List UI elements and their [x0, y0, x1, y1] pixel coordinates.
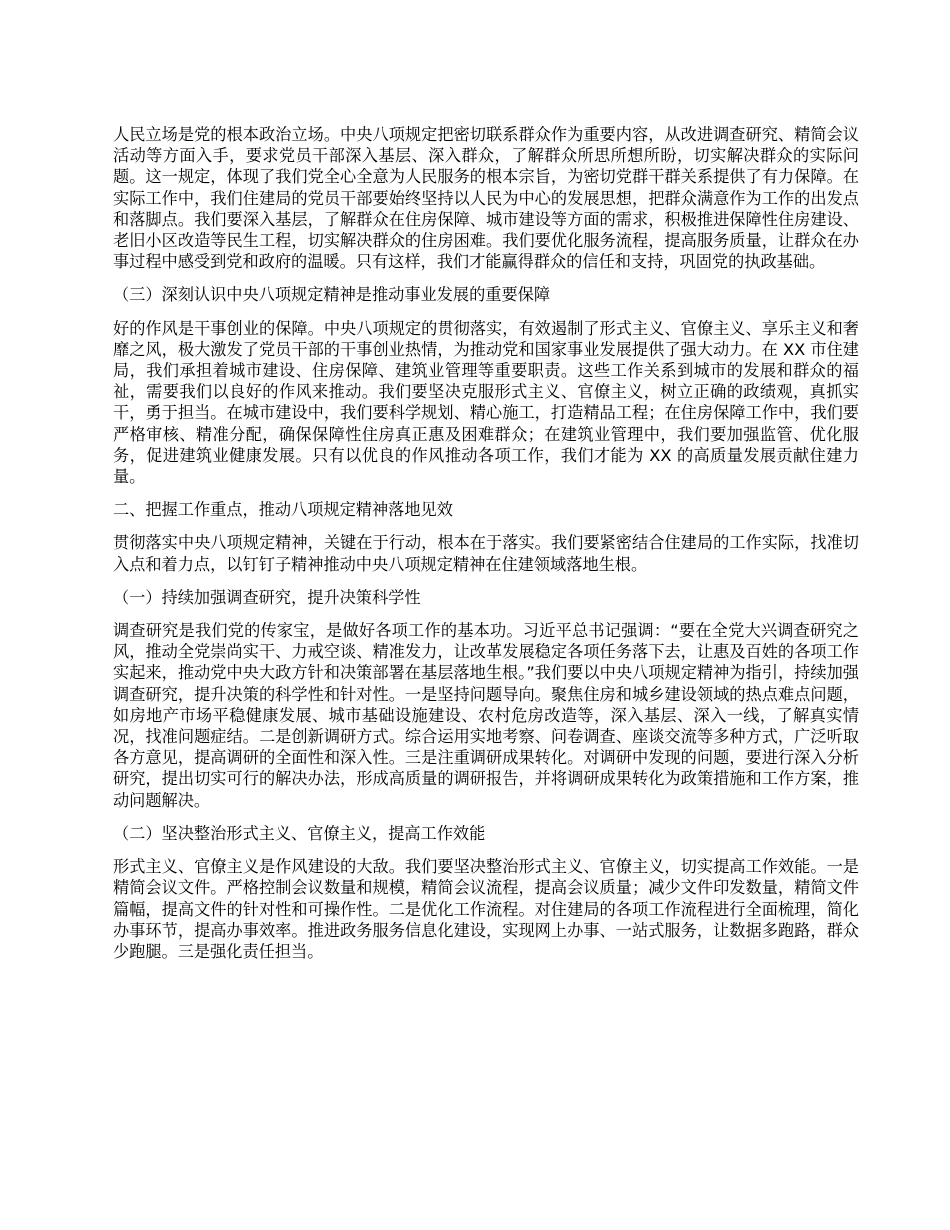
paragraph-research: 调查研究是我们党的传家宝，是做好各项工作的基本功。习近平总书记强调：“要在全党大兴调查研究之风，推动全党崇尚实干、力戒空谈、精准发力，让改革发展稳定各项任务落下去，让惠及百姓的各项工作实起来，推动党中央大政方针和决策部署在基层落地生根。”我们要以中央八项规定精神为指引，持续加强调查研究，提升决策的科学性和针对性。一是坚持问题导向。聚焦住房和城乡建设领域的热点难点问题，如房地产市场平稳健康发展、城市基础设施建设、农村危房改造等，深入基层、深入一线，了解真实情况，找准问题症结。二是创新调研方式。综合运用实地考察、问卷调查、座谈交流等多种方式，广泛听取各方意见，提高调研的全面性和深入性。三是注重调研成果转化。对调研中发现的问题，要进行深入分析研究，提出切实可行的解决办法，形成高质量的调研报告，并将调研成果转化为政策措施和工作方案，推动问题解决。 [113, 621, 859, 810]
section-heading-3: （三）深刻认识中央八项规定精神是推动事业发展的重要保障 [113, 285, 551, 305]
subsection-heading-1: （一）持续加强调查研究，提升决策科学性 [113, 587, 421, 607]
paragraph-people-stance: 人民立场是党的根本政治立场。中央八项规定把密切联系群众作为重要内容，从改进调查研究、精简会议活动等方面入手，要求党员干部深入基层、深入群众，了解群众所思所想所盼，切实解决群众的实际问题。这一规定，体现了我们党全心全意为人民服务的根本宗旨，为密切党群干群关系提供了有力保障。在实际工作中，我们住建局的党员干部要始终坚持以人民为中心的发展思想，把群众满意作为工作的出发点和落脚点。我们要深入基层，了解群众在住房保障、城市建设等方面的需求，积极推进保障性住房建设、老旧小区改造等民生工程，切实解决群众的住房困难。我们要优化服务流程，提高服务质量，让群众在办事过程中感受到党和政府的温暖。只有这样，我们才能赢得群众的信任和支持，巩固党的执政基础。 [113, 125, 859, 272]
paragraph-work-style: 好的作风是干事创业的保障。中央八项规定的贯彻落实，有效遏制了形式主义、官僚主义、享乐主义和奢靡之风，极大激发了党员干部的干事创业热情，为推动党和国家事业发展提供了强大动力。在 XX 市住建局，我们承担着城市建设、住房保障、建筑业管理等重要职责。这些工作关系到城市的发展和群众的福祉，需要我们以良好的作风来推动。我们要坚决克服形式主义、官僚主义，树立正确的政绩观，真抓实干，勇于担当。在城市建设中，我们要科学规划、精心施工，打造精品工程；在住房保障工作中，我们要严格审核、精准分配，确保保障性住房真正惠及困难群众；在建筑业管理中，我们要加强监管、优化服务，促进建筑业健康发展。只有以优良的作风推动各项工作，我们才能为 XX 的高质量发展贡献住建力量。 [113, 318, 859, 487]
subsection-heading-2: （二）坚决整治形式主义、官僚主义，提高工作效能 [113, 823, 486, 843]
document-page [113, 124, 859, 974]
paragraph-implementation: 贯彻落实中央八项规定精神，关键在于行动，根本在于落实。我们要紧密结合住建局的工作实际，找准切入点和着力点，以钉钉子精神推动中央八项规定精神在住建领域落地生根。 [113, 533, 859, 574]
chapter-heading-2: 二、把握工作重点，推动八项规定精神落地见效 [113, 500, 453, 520]
paragraph-formalism: 形式主义、官僚主义是作风建设的大敌。我们要坚决整治形式主义、官僚主义，切实提高工作效能。一是精简会议文件。严格控制会议数量和规模，精简会议流程，提高会议质量；减少文件印发数量，精简文件篇幅，提高文件的针对性和可操作性。二是优化工作流程。对住建局的各项工作流程进行全面梳理，简化办事环节，提高办事效率。推进政务服务信息化建设，实现网上办事、一站式服务，让数据多跑路，群众少跑腿。三是强化责任担当。 [113, 857, 859, 961]
